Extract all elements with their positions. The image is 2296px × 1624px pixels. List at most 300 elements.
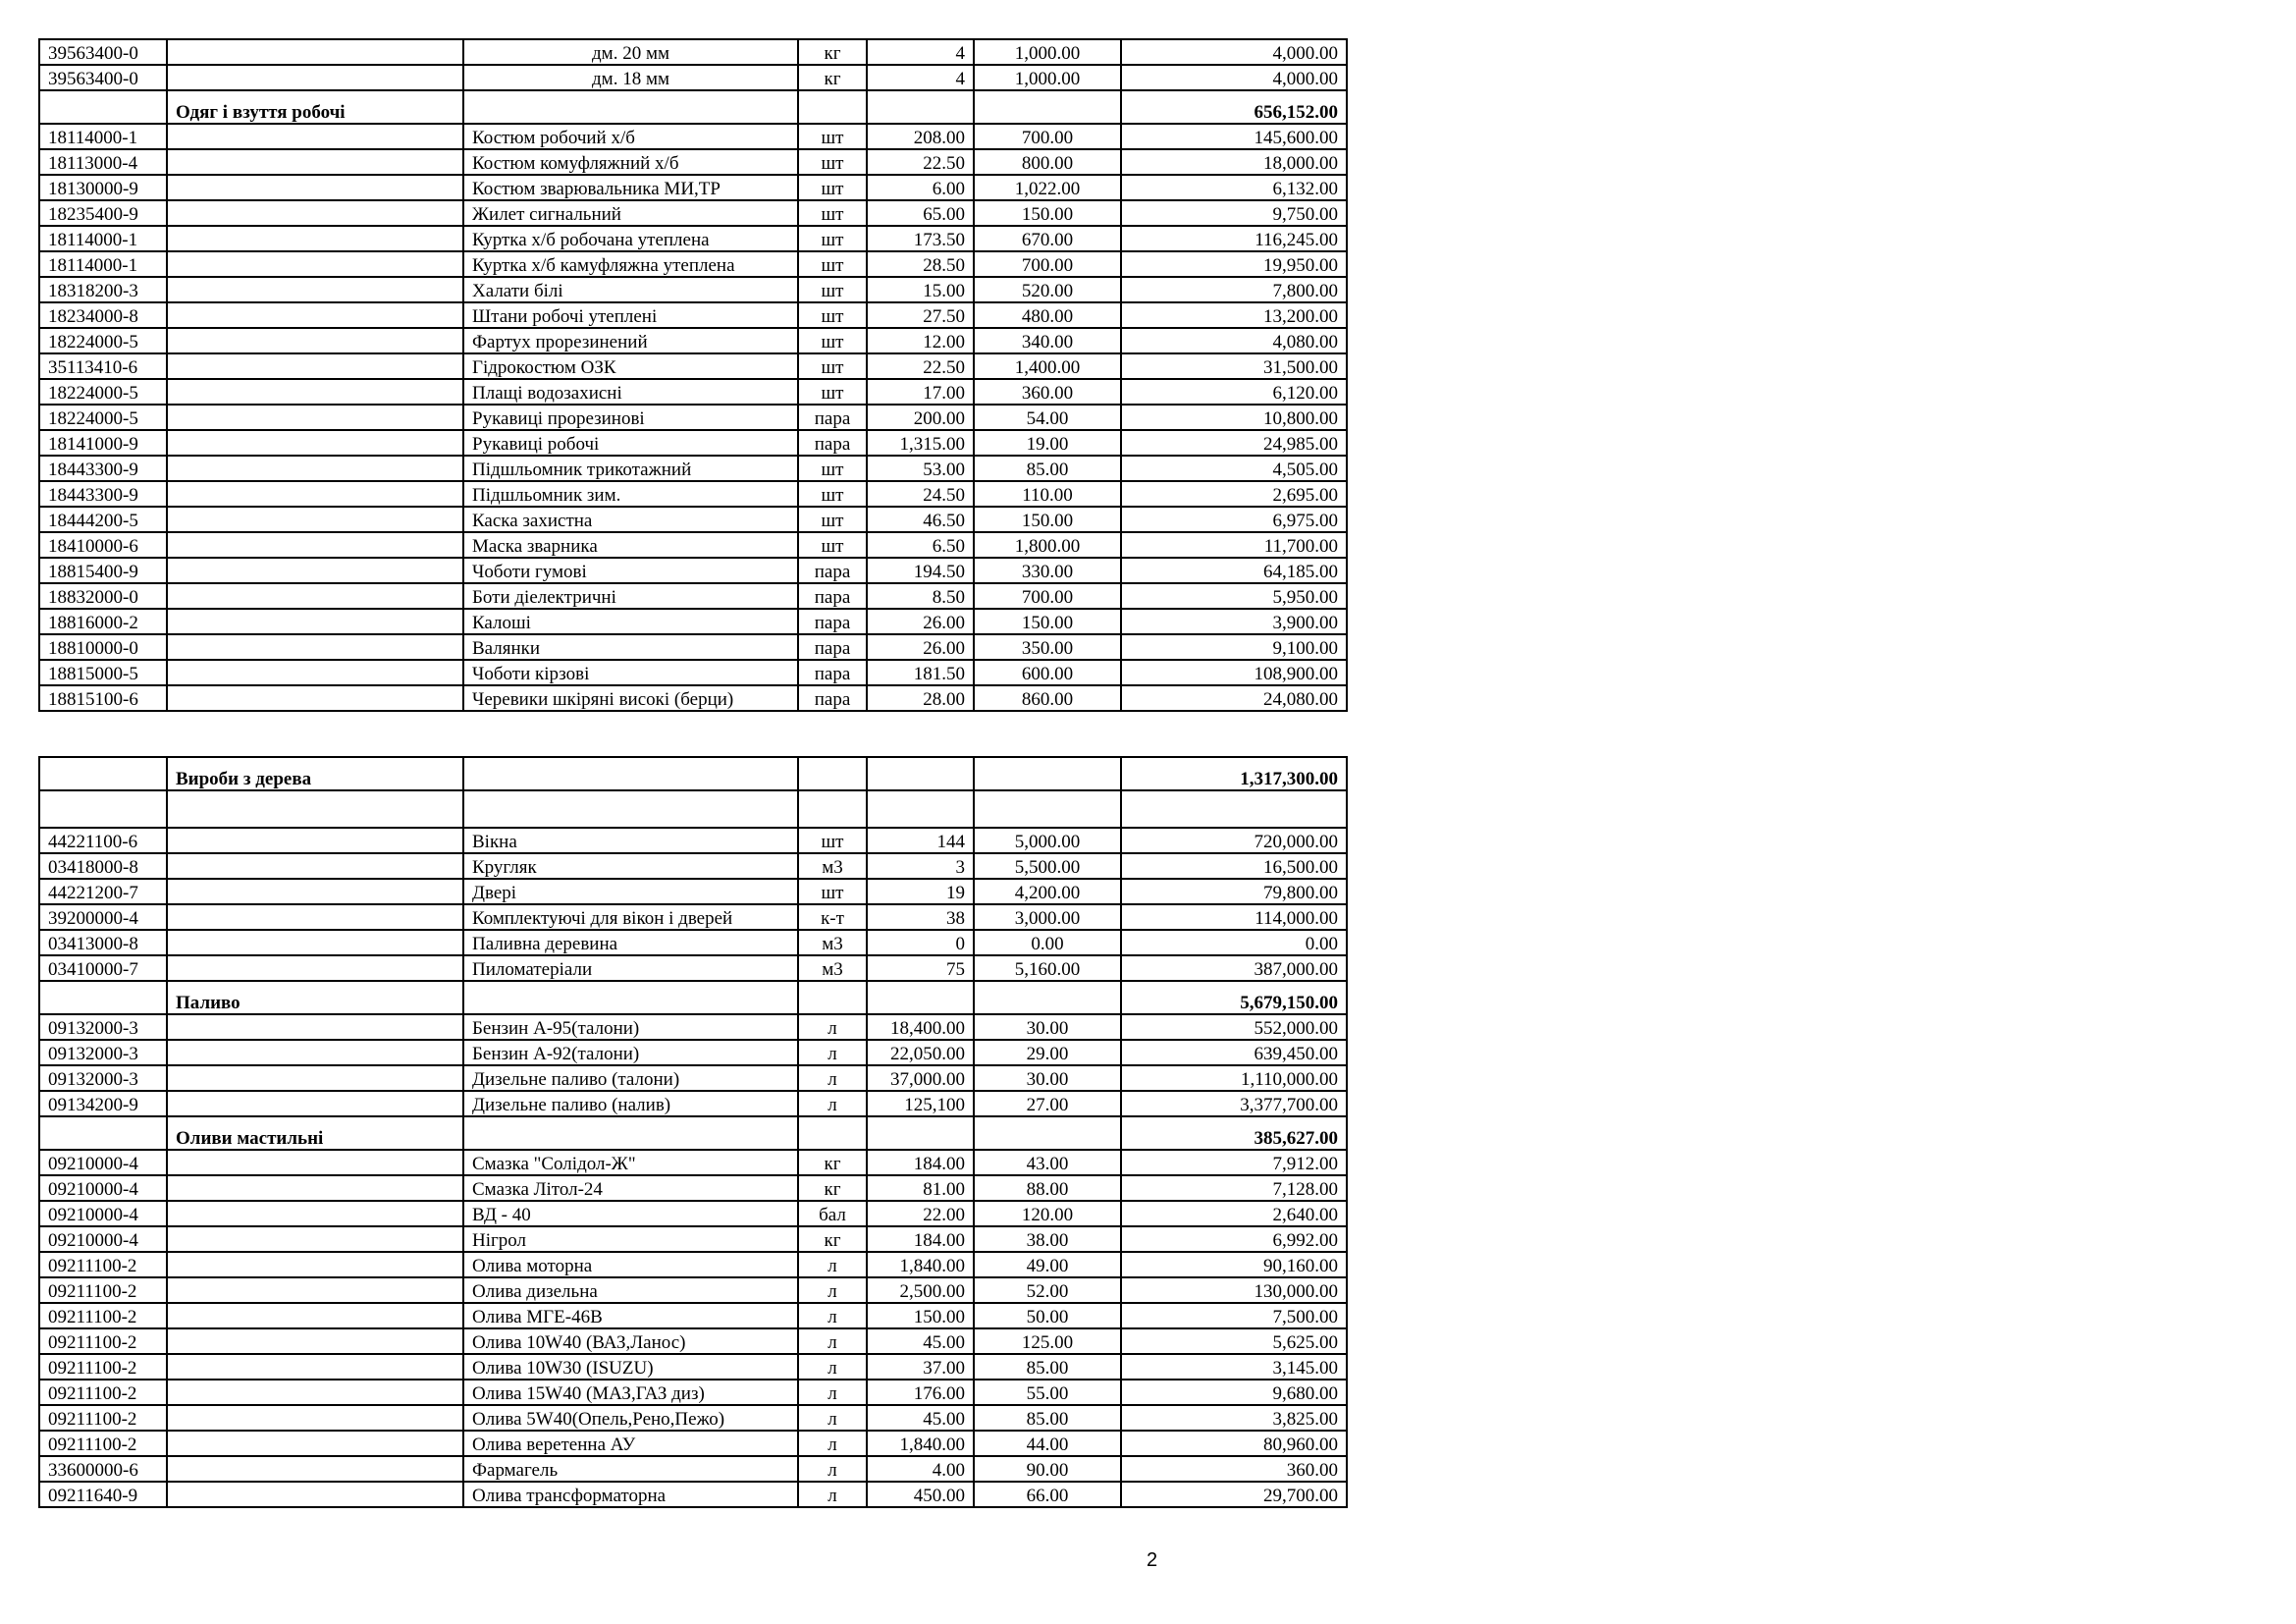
- item-code: 39563400-0: [39, 65, 167, 90]
- item-quantity: 184.00: [867, 1226, 974, 1252]
- item-name: Дизельне паливо (налив): [463, 1091, 798, 1116]
- item-name: Калоші: [463, 609, 798, 634]
- empty-cell: [167, 1226, 463, 1252]
- item-quantity: 0: [867, 930, 974, 955]
- item-code: 18130000-9: [39, 175, 167, 200]
- item-price: 520.00: [974, 277, 1121, 302]
- item-code: 18810000-0: [39, 634, 167, 660]
- item-code: 18114000-1: [39, 124, 167, 149]
- item-code: 18443300-9: [39, 481, 167, 507]
- item-unit: шт: [798, 175, 867, 200]
- item-quantity: 17.00: [867, 379, 974, 405]
- item-name: Смазка "Солідол-Ж": [463, 1150, 798, 1175]
- item-quantity: 45.00: [867, 1328, 974, 1354]
- item-price: 1,400.00: [974, 353, 1121, 379]
- empty-cell: [167, 1303, 463, 1328]
- item-quantity: 22.50: [867, 149, 974, 175]
- item-sum: 720,000.00: [1121, 828, 1347, 853]
- item-name: Нігрол: [463, 1226, 798, 1252]
- item-name: Боти діелектричні: [463, 583, 798, 609]
- item-sum: 387,000.00: [1121, 955, 1347, 981]
- empty-cell: [867, 1116, 974, 1150]
- item-sum: 31,500.00: [1121, 353, 1347, 379]
- item-unit: л: [798, 1328, 867, 1354]
- item-unit: кг: [798, 39, 867, 65]
- item-name: ВД - 40: [463, 1201, 798, 1226]
- item-code: 18443300-9: [39, 456, 167, 481]
- item-quantity: 22,050.00: [867, 1040, 974, 1065]
- item-quantity: 38: [867, 904, 974, 930]
- item-sum: 6,120.00: [1121, 379, 1347, 405]
- item-code: 18114000-1: [39, 251, 167, 277]
- item-sum: 90,160.00: [1121, 1252, 1347, 1277]
- item-unit: бал: [798, 1201, 867, 1226]
- item-price: 50.00: [974, 1303, 1121, 1328]
- item-code: 18114000-1: [39, 226, 167, 251]
- item-unit: л: [798, 1380, 867, 1405]
- item-price: 480.00: [974, 302, 1121, 328]
- item-code: 44221100-6: [39, 828, 167, 853]
- table-row: [39, 955, 1347, 981]
- item-quantity: 28.50: [867, 251, 974, 277]
- empty-cell: [167, 1175, 463, 1201]
- item-name: Бензин А-92(талони): [463, 1040, 798, 1065]
- item-quantity: 24.50: [867, 481, 974, 507]
- item-code: 09210000-4: [39, 1175, 167, 1201]
- item-unit: шт: [798, 328, 867, 353]
- empty-cell: [39, 90, 167, 124]
- item-price: 88.00: [974, 1175, 1121, 1201]
- table-row: [39, 379, 1347, 405]
- item-quantity: 6.50: [867, 532, 974, 558]
- item-quantity: 27.50: [867, 302, 974, 328]
- item-name: Каска захистна: [463, 507, 798, 532]
- section-row: [39, 90, 1347, 124]
- section-total: 656,152.00: [1121, 90, 1347, 124]
- table-row: [39, 405, 1347, 430]
- item-name: Фармагель: [463, 1456, 798, 1482]
- item-price: 19.00: [974, 430, 1121, 456]
- empty-cell: [167, 828, 463, 853]
- table-row: [39, 149, 1347, 175]
- item-sum: 4,080.00: [1121, 328, 1347, 353]
- item-code: 18444200-5: [39, 507, 167, 532]
- item-sum: 3,145.00: [1121, 1354, 1347, 1380]
- table-row: [39, 828, 1347, 853]
- empty-cell: [974, 981, 1121, 1014]
- item-name: Гідрокостюм ОЗК: [463, 353, 798, 379]
- empty-cell: [167, 277, 463, 302]
- item-name: Двері: [463, 879, 798, 904]
- table-row: [39, 328, 1347, 353]
- item-price: 330.00: [974, 558, 1121, 583]
- item-code: 09210000-4: [39, 1150, 167, 1175]
- empty-cell: [167, 353, 463, 379]
- empty-cell: [867, 981, 974, 1014]
- empty-cell: [167, 634, 463, 660]
- item-price: 49.00: [974, 1252, 1121, 1277]
- empty-cell: [167, 583, 463, 609]
- item-code: 18832000-0: [39, 583, 167, 609]
- empty-cell: [867, 90, 974, 124]
- item-unit: пара: [798, 609, 867, 634]
- item-code: 09211100-2: [39, 1354, 167, 1380]
- table-row: [39, 558, 1347, 583]
- item-code: 18224000-5: [39, 405, 167, 430]
- item-quantity: 15.00: [867, 277, 974, 302]
- item-name: Бензин А-95(талони): [463, 1014, 798, 1040]
- empty-cell: [167, 1014, 463, 1040]
- item-quantity: 37.00: [867, 1354, 974, 1380]
- item-code: 09211100-2: [39, 1405, 167, 1431]
- item-name: Рукавиці робочі: [463, 430, 798, 456]
- item-name: Олива 10W30 (ISUZU): [463, 1354, 798, 1380]
- empty-cell: [167, 853, 463, 879]
- item-sum: 10,800.00: [1121, 405, 1347, 430]
- item-quantity: 22.50: [867, 353, 974, 379]
- section-title: Паливо: [167, 981, 463, 1014]
- empty-cell: [167, 790, 463, 828]
- item-unit: пара: [798, 634, 867, 660]
- table-row: [39, 277, 1347, 302]
- empty-cell: [463, 790, 798, 828]
- item-unit: л: [798, 1252, 867, 1277]
- item-quantity: 81.00: [867, 1175, 974, 1201]
- item-name: Маска зварника: [463, 532, 798, 558]
- item-sum: 1,110,000.00: [1121, 1065, 1347, 1091]
- item-code: 18815000-5: [39, 660, 167, 685]
- table-row: [39, 1303, 1347, 1328]
- item-price: 860.00: [974, 685, 1121, 711]
- item-name: Фартух прорезинений: [463, 328, 798, 353]
- item-code: 44221200-7: [39, 879, 167, 904]
- item-code: 18410000-6: [39, 532, 167, 558]
- empty-cell: [167, 1277, 463, 1303]
- empty-cell: [167, 879, 463, 904]
- item-quantity: 200.00: [867, 405, 974, 430]
- item-unit: л: [798, 1405, 867, 1431]
- item-code: 03413000-8: [39, 930, 167, 955]
- item-unit: л: [798, 1091, 867, 1116]
- empty-cell: [1121, 790, 1347, 828]
- item-unit: л: [798, 1354, 867, 1380]
- item-quantity: 4: [867, 65, 974, 90]
- item-code: 18815400-9: [39, 558, 167, 583]
- item-price: 54.00: [974, 405, 1121, 430]
- empty-cell: [867, 757, 974, 790]
- item-sum: 5,625.00: [1121, 1328, 1347, 1354]
- empty-cell: [167, 930, 463, 955]
- item-name: Олива 5W40(Опель,Рено,Пежо): [463, 1405, 798, 1431]
- item-unit: кг: [798, 1150, 867, 1175]
- item-sum: 4,000.00: [1121, 65, 1347, 90]
- item-name: Підшльомник зим.: [463, 481, 798, 507]
- item-name: Жилет сигнальний: [463, 200, 798, 226]
- item-quantity: 150.00: [867, 1303, 974, 1328]
- item-sum: 4,505.00: [1121, 456, 1347, 481]
- item-unit: шт: [798, 456, 867, 481]
- empty-cell: [463, 1116, 798, 1150]
- item-name: Вікна: [463, 828, 798, 853]
- item-name: Олива моторна: [463, 1252, 798, 1277]
- item-unit: шт: [798, 200, 867, 226]
- empty-cell: [167, 1091, 463, 1116]
- empty-cell: [167, 1354, 463, 1380]
- item-code: 18234000-8: [39, 302, 167, 328]
- item-quantity: 144: [867, 828, 974, 853]
- item-name: Олива 15W40 (МАЗ,ГАЗ диз): [463, 1380, 798, 1405]
- item-price: 150.00: [974, 507, 1121, 532]
- item-price: 1,000.00: [974, 39, 1121, 65]
- item-sum: 3,377,700.00: [1121, 1091, 1347, 1116]
- item-price: 125.00: [974, 1328, 1121, 1354]
- empty-cell: [167, 149, 463, 175]
- item-name: дм. 18 мм: [463, 65, 798, 90]
- item-code: 18816000-2: [39, 609, 167, 634]
- item-unit: шт: [798, 828, 867, 853]
- item-price: 1,000.00: [974, 65, 1121, 90]
- item-sum: 108,900.00: [1121, 660, 1347, 685]
- table-row: [39, 532, 1347, 558]
- item-price: 350.00: [974, 634, 1121, 660]
- item-sum: 9,680.00: [1121, 1380, 1347, 1405]
- item-code: 03410000-7: [39, 955, 167, 981]
- item-quantity: 53.00: [867, 456, 974, 481]
- empty-cell: [463, 757, 798, 790]
- item-price: 5,000.00: [974, 828, 1121, 853]
- item-unit: кг: [798, 65, 867, 90]
- table-row: [39, 481, 1347, 507]
- item-unit: л: [798, 1014, 867, 1040]
- table-row: [39, 1065, 1347, 1091]
- item-price: 120.00: [974, 1201, 1121, 1226]
- item-quantity: 37,000.00: [867, 1065, 974, 1091]
- empty-cell: [974, 790, 1121, 828]
- item-price: 110.00: [974, 481, 1121, 507]
- item-unit: л: [798, 1040, 867, 1065]
- table-row: [39, 1456, 1347, 1482]
- item-quantity: 2,500.00: [867, 1277, 974, 1303]
- item-unit: л: [798, 1277, 867, 1303]
- item-code: 18235400-9: [39, 200, 167, 226]
- item-unit: шт: [798, 149, 867, 175]
- item-unit: кг: [798, 1175, 867, 1201]
- item-unit: пара: [798, 660, 867, 685]
- item-sum: 552,000.00: [1121, 1014, 1347, 1040]
- item-code: 39563400-0: [39, 39, 167, 65]
- item-code: 09132000-3: [39, 1065, 167, 1091]
- item-name: Олива трансформаторна: [463, 1482, 798, 1507]
- item-code: 18224000-5: [39, 328, 167, 353]
- table-row: [39, 1014, 1347, 1040]
- table-row: [39, 1380, 1347, 1405]
- item-quantity: 184.00: [867, 1150, 974, 1175]
- item-sum: 24,985.00: [1121, 430, 1347, 456]
- item-name: Олива 10W40 (ВАЗ,Ланос): [463, 1328, 798, 1354]
- table-row: [39, 685, 1347, 711]
- table-row: [39, 853, 1347, 879]
- item-sum: 0.00: [1121, 930, 1347, 955]
- table-row: [39, 1482, 1347, 1507]
- item-unit: м3: [798, 930, 867, 955]
- item-code: 09210000-4: [39, 1226, 167, 1252]
- empty-cell: [167, 904, 463, 930]
- item-quantity: 12.00: [867, 328, 974, 353]
- table-row: [39, 39, 1347, 65]
- item-price: 44.00: [974, 1431, 1121, 1456]
- item-sum: 64,185.00: [1121, 558, 1347, 583]
- item-code: 09211100-2: [39, 1431, 167, 1456]
- table-row: [39, 1328, 1347, 1354]
- item-code: 18318200-3: [39, 277, 167, 302]
- item-name: Чоботи гумові: [463, 558, 798, 583]
- item-sum: 114,000.00: [1121, 904, 1347, 930]
- section-total: 5,679,150.00: [1121, 981, 1347, 1014]
- empty-cell: [167, 481, 463, 507]
- item-price: 0.00: [974, 930, 1121, 955]
- item-price: 150.00: [974, 609, 1121, 634]
- empty-cell: [798, 790, 867, 828]
- item-sum: 7,128.00: [1121, 1175, 1347, 1201]
- empty-cell: [798, 757, 867, 790]
- table-row: [39, 1252, 1347, 1277]
- item-sum: 116,245.00: [1121, 226, 1347, 251]
- item-unit: кг: [798, 1226, 867, 1252]
- empty-cell: [167, 685, 463, 711]
- empty-cell: [867, 790, 974, 828]
- item-sum: 18,000.00: [1121, 149, 1347, 175]
- item-quantity: 26.00: [867, 634, 974, 660]
- item-price: 1,800.00: [974, 532, 1121, 558]
- empty-cell: [463, 981, 798, 1014]
- item-quantity: 65.00: [867, 200, 974, 226]
- empty-cell: [167, 1201, 463, 1226]
- empty-cell: [974, 1116, 1121, 1150]
- empty-cell: [167, 405, 463, 430]
- item-code: 09211100-2: [39, 1252, 167, 1277]
- empty-cell: [798, 981, 867, 1014]
- item-name: Чоботи кірзові: [463, 660, 798, 685]
- item-name: Плащі водозахисні: [463, 379, 798, 405]
- item-unit: шт: [798, 251, 867, 277]
- item-price: 670.00: [974, 226, 1121, 251]
- item-code: 09211100-2: [39, 1303, 167, 1328]
- item-quantity: 75: [867, 955, 974, 981]
- item-unit: л: [798, 1303, 867, 1328]
- item-price: 66.00: [974, 1482, 1121, 1507]
- empty-cell: [167, 532, 463, 558]
- item-code: 35113410-6: [39, 353, 167, 379]
- item-unit: шт: [798, 532, 867, 558]
- item-unit: пара: [798, 685, 867, 711]
- item-unit: шт: [798, 379, 867, 405]
- item-unit: шт: [798, 302, 867, 328]
- item-sum: 16,500.00: [1121, 853, 1347, 879]
- item-sum: 19,950.00: [1121, 251, 1347, 277]
- empty-cell: [167, 609, 463, 634]
- item-sum: 6,975.00: [1121, 507, 1347, 532]
- table-row: [39, 226, 1347, 251]
- item-price: 4,200.00: [974, 879, 1121, 904]
- item-price: 55.00: [974, 1380, 1121, 1405]
- item-sum: 4,000.00: [1121, 39, 1347, 65]
- item-price: 43.00: [974, 1150, 1121, 1175]
- empty-cell: [167, 226, 463, 251]
- item-code: 09211100-2: [39, 1380, 167, 1405]
- empty-cell: [167, 430, 463, 456]
- table-row: [39, 634, 1347, 660]
- empty-cell: [39, 757, 167, 790]
- empty-cell: [167, 1040, 463, 1065]
- table-row: [39, 609, 1347, 634]
- item-unit: пара: [798, 558, 867, 583]
- item-sum: 9,750.00: [1121, 200, 1347, 226]
- item-sum: 145,600.00: [1121, 124, 1347, 149]
- item-name: Куртка х/б камуфляжна утеплена: [463, 251, 798, 277]
- item-price: 800.00: [974, 149, 1121, 175]
- empty-cell: [463, 90, 798, 124]
- item-sum: 79,800.00: [1121, 879, 1347, 904]
- item-name: Костюм робочий х/б: [463, 124, 798, 149]
- item-name: Паливна деревина: [463, 930, 798, 955]
- item-sum: 639,450.00: [1121, 1040, 1347, 1065]
- item-quantity: 181.50: [867, 660, 974, 685]
- item-price: 38.00: [974, 1226, 1121, 1252]
- table-row: [39, 1201, 1347, 1226]
- section-row: [39, 981, 1347, 1014]
- empty-cell: [167, 1456, 463, 1482]
- section-total: 1,317,300.00: [1121, 757, 1347, 790]
- item-price: 600.00: [974, 660, 1121, 685]
- item-sum: 5,950.00: [1121, 583, 1347, 609]
- empty-cell: [167, 1482, 463, 1507]
- item-name: Костюм комуфляжний х/б: [463, 149, 798, 175]
- item-name: Штани робочі утеплені: [463, 302, 798, 328]
- item-unit: шт: [798, 226, 867, 251]
- table-row: [39, 124, 1347, 149]
- empty-cell: [167, 1150, 463, 1175]
- item-code: 18224000-5: [39, 379, 167, 405]
- item-price: 5,500.00: [974, 853, 1121, 879]
- item-name: Костюм зварювальника МИ,ТР: [463, 175, 798, 200]
- item-quantity: 173.50: [867, 226, 974, 251]
- item-unit: шт: [798, 353, 867, 379]
- item-quantity: 1,315.00: [867, 430, 974, 456]
- item-quantity: 208.00: [867, 124, 974, 149]
- item-price: 5,160.00: [974, 955, 1121, 981]
- table-row: [39, 1226, 1347, 1252]
- item-unit: л: [798, 1482, 867, 1507]
- item-sum: 2,640.00: [1121, 1201, 1347, 1226]
- item-sum: 11,700.00: [1121, 532, 1347, 558]
- item-sum: 6,132.00: [1121, 175, 1347, 200]
- section-total: 385,627.00: [1121, 1116, 1347, 1150]
- table-row: [39, 456, 1347, 481]
- item-sum: 9,100.00: [1121, 634, 1347, 660]
- item-quantity: 1,840.00: [867, 1252, 974, 1277]
- item-code: 33600000-6: [39, 1456, 167, 1482]
- table-row: [39, 507, 1347, 532]
- item-name: Куртка х/б робочана утеплена: [463, 226, 798, 251]
- item-unit: шт: [798, 124, 867, 149]
- item-quantity: 4.00: [867, 1456, 974, 1482]
- item-code: 09211640-9: [39, 1482, 167, 1507]
- empty-cell: [39, 981, 167, 1014]
- item-quantity: 22.00: [867, 1201, 974, 1226]
- section-title: Вироби з дерева: [167, 757, 463, 790]
- table-row: [39, 251, 1347, 277]
- section-title: Одяг і взуття робочі: [167, 90, 463, 124]
